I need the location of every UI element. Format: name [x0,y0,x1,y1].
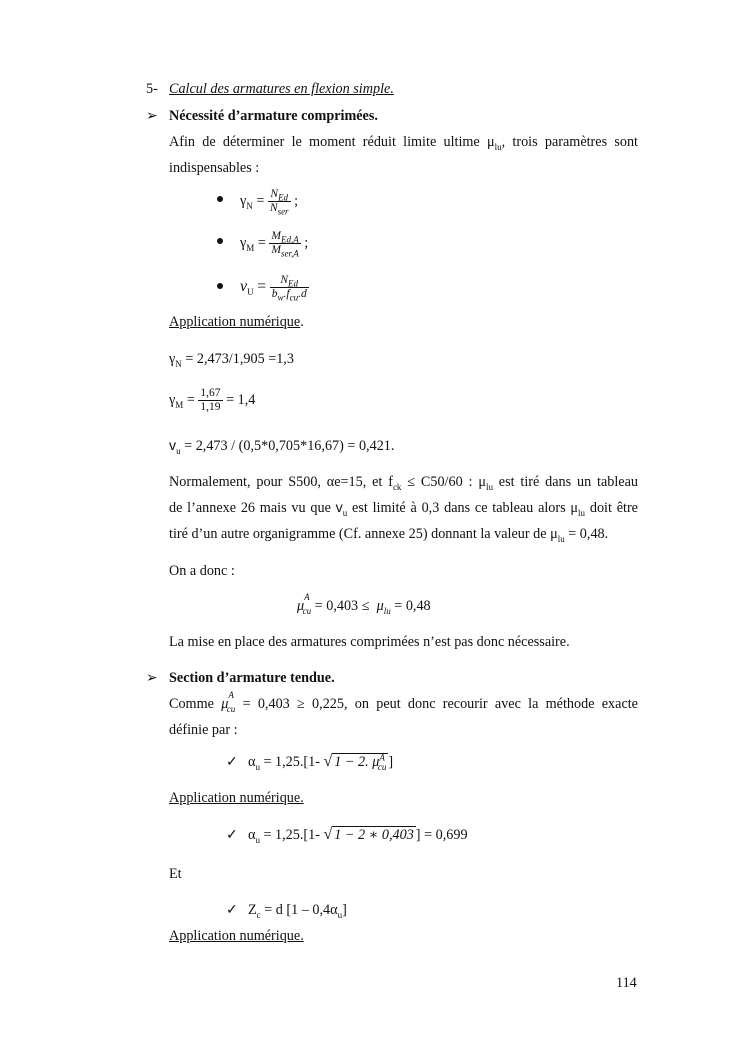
application-numerique-1: Application numérique. [169,314,304,330]
comme-line-2: définie par : [169,722,238,738]
alpha-definition: $\alpha_u = 1,25.[1-$ √ 1 − 2. $\mu^A_{cu}$ ] [248,752,394,772]
on-a-donc: On a donc : [169,563,235,579]
paragraph-line-1: Normalement, pour S500, αe=15, et $f_{ck} \le C50/60$ : $\mu_{lu}$ est tiré dans un tableau [169,474,638,492]
intro-line-1: Afin de déterminer le moment réduit limite ultime $\mu_{lu}$, trois paramètres sont [169,134,638,152]
arrow-bullet-icon: ➢ [146,108,158,124]
application-numerique-3: Application numérique. [169,928,304,944]
paragraph-line-3: tiré d’un autre organigramme (Cf. annexe 25) donnant la valeur de $\mu_{lu} = 0,48$. [169,526,609,544]
check-icon: ✓ [226,902,238,918]
subsection-title-1: Nécessité d’armature comprimées. [169,108,378,124]
gamma-n-value: $\gamma_N = 2,473/1,905 =1,3$ [169,351,294,369]
conclusion: La mise en place des armatures comprimées n’est pas donc nécessaire. [169,634,570,650]
arrow-bullet-icon: ➢ [146,670,158,686]
check-icon: ✓ [226,827,238,843]
bullet-dot [217,238,223,244]
bullet-dot [217,283,223,289]
zc-definition: $Z_c = d$ $[1 - 0,4\alpha_u]$ [248,902,347,920]
central-equation: $\mu^A_{cu} = 0,403 \le \mu_{lu} = 0,48$ [297,592,431,616]
nu-u-value: $v_u = 2,473 / (0,5*0,705*16,67) = 0,421$. [169,438,395,456]
section-number: 5- [146,81,158,97]
et-label: Et [169,866,182,882]
section-title: Calcul des armatures en flexion simple. [169,81,394,97]
formula-gamma-m: $\gamma_M$ = $\frac{M_{Ed,A}}{M_{ser,A}}$ ; [240,230,309,259]
check-icon: ✓ [226,754,238,770]
subsection-title-2: Section d’armature tendue. [169,670,335,686]
paragraph-line-2: de l’annexe 26 mais vu que $v_u$ est limité à 0,3 dans ce tableau alors $\mu_{lu}$ doit être [169,500,638,518]
application-numerique-2: Application numérique. [169,790,304,806]
alpha-value: $\alpha_u = 1,25.[1-$ √ 1 − 2 ∗ 0,403 ] = 0,699 [248,826,468,845]
page-number: 114 [616,975,637,991]
intro-line-2: indispensables : [169,160,260,176]
bullet-dot [217,196,223,202]
formula-nu-u: $v_U$ = $\frac{N_{Ed}}{b_w.f_{cu}.d}$ [240,274,307,303]
formula-gamma-n: $\gamma_N$ = $\frac{N_{Ed}}{N_{ser}}$ ; [240,188,299,217]
gamma-m-value: $\gamma_M$ = $\frac{1,67}{1,19}$ = 1,4 [169,387,256,414]
comme-line-1: Comme $\mu^A_{cu} = 0,403 \ge 0,225$, on peut donc recourir avec la méthode exacte [169,690,638,714]
